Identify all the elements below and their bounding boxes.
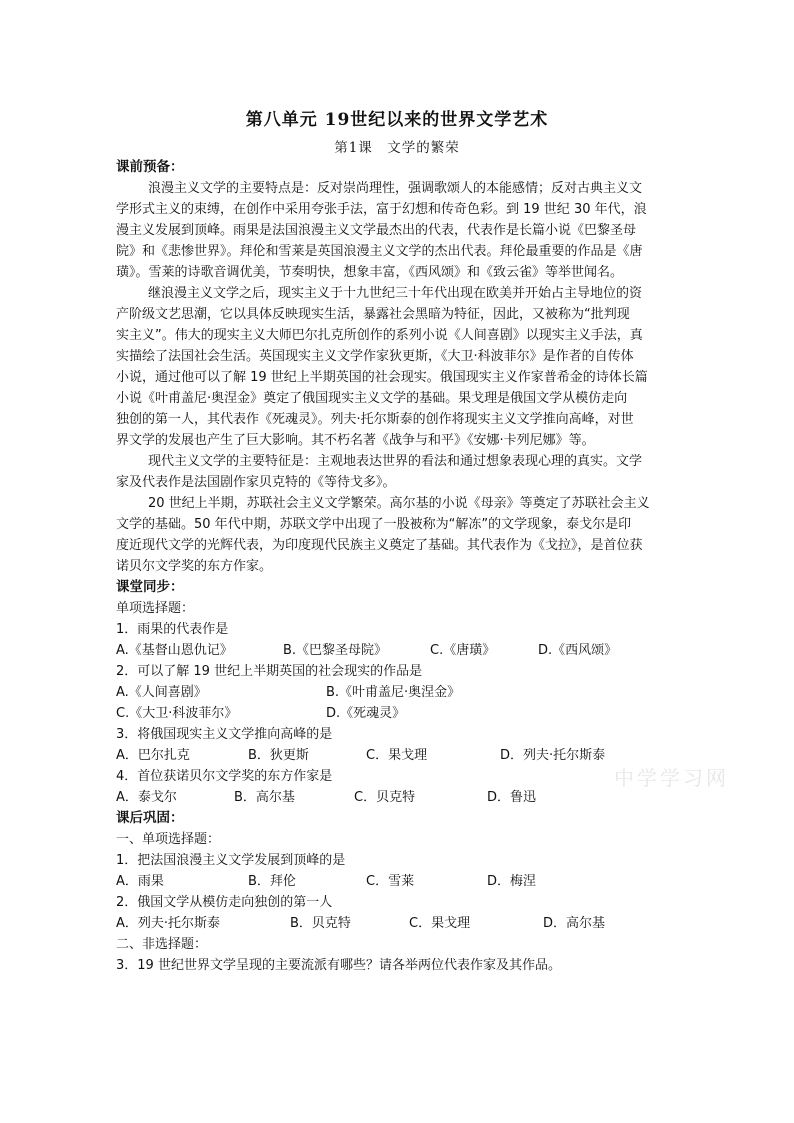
part-one-label: 一、单项选择题： bbox=[116, 832, 221, 847]
preview-line: 界文学的发展也产生了巨大影响。其不朽名著《战争与和平》《安娜·卡列尼娜》等。 bbox=[116, 433, 595, 448]
option-b: B．贝克特 bbox=[290, 916, 351, 931]
option-b: B．高尔基 bbox=[234, 790, 295, 805]
preview-line: 璜》。雪莱的诗歌音调优美，节奏明快，想象丰富，《西风颂》和《致云雀》等举世闻名。 bbox=[116, 265, 624, 280]
preview-line: 产阶级文艺思潮，它以具体反映现实生活，暴露社会黑暗为特征，因此，又被称为“批判现 bbox=[116, 307, 630, 322]
classwork-heading: 课堂同步： bbox=[116, 579, 184, 595]
option-a: A.《基督山恩仇记》 bbox=[116, 643, 233, 658]
preview-line: 文学的基础。50 年代中期，苏联文学中出现了一股被称为“解冻”的文学现象，泰戈尔是印 bbox=[116, 517, 632, 532]
option-c: C．果戈理 bbox=[409, 916, 471, 931]
preview-heading: 课前预备： bbox=[116, 159, 184, 175]
preview-line: 继浪漫主义文学之后，现实主义于十九世纪三十年代出现在欧美并开始占主导地位的资 bbox=[148, 286, 643, 301]
option-b: B．狄更斯 bbox=[248, 748, 309, 763]
homework-heading: 课后巩固： bbox=[116, 810, 184, 826]
option-d: D.《死魂灵》 bbox=[326, 706, 406, 721]
question-type-label: 单项选择题： bbox=[116, 601, 195, 616]
option-c: C.《大卫·科波菲尔》 bbox=[116, 706, 238, 721]
option-a: A.《人间喜剧》 bbox=[116, 685, 207, 700]
question-stem: 2．可以了解 19 世纪上半期英国的社会现实的作品是 bbox=[116, 664, 423, 679]
question-stem: 1．把法国浪漫主义文学发展到顶峰的是 bbox=[116, 853, 346, 868]
lesson-subtitle: 第1课 文学的繁荣 bbox=[334, 140, 460, 156]
option-a: A．巴尔扎克 bbox=[116, 748, 190, 763]
option-d: D．高尔基 bbox=[543, 916, 606, 931]
preview-line: 漫主义发展到顶峰。雨果是法国浪漫主义文学最杰出的代表，代表作是长篇小说《巴黎圣母 bbox=[116, 223, 637, 238]
option-d: D．鲁迅 bbox=[487, 790, 537, 805]
question-stem: 4．首位获诺贝尔文学奖的东方作家是 bbox=[116, 769, 333, 784]
preview-line: 小说，通过他可以了解 19 世纪上半期英国的社会现实。俄国现实主义作家普希金的诗体长篇 bbox=[116, 370, 648, 385]
question-stem: 3．19 世纪世界文学呈现的主要流派有哪些？请各举两位代表作家及其作品。 bbox=[116, 958, 561, 973]
option-d: D．梅涅 bbox=[487, 874, 537, 889]
preview-line: 学形式主义的束缚，在创作中采用夸张手法，富于幻想和传奇色彩。到 19 世纪 30 年代，浪 bbox=[116, 202, 647, 217]
option-b: B.《叶甫盖尼·奥涅金》 bbox=[326, 685, 461, 700]
option-c: C．果戈理 bbox=[366, 748, 428, 763]
option-a: A．泰戈尔 bbox=[116, 790, 177, 805]
question-stem: 3．将俄国现实主义文学推向高峰的是 bbox=[116, 727, 333, 742]
option-b: B.《巴黎圣母院》 bbox=[283, 643, 388, 658]
preview-line: 现代主义文学的主要特征是：主观地表达世界的看法和通过想象表现心理的真实。文学 bbox=[148, 454, 643, 469]
preview-line: 小说《叶甫盖尼·奥涅金》奠定了俄国现实主义文学的基础。果戈理是俄国文学从模仿走向 bbox=[116, 391, 628, 406]
page-title: 第八单元 19世纪以来的世界文学艺术 bbox=[245, 110, 549, 130]
option-d: D．列夫·托尔斯泰 bbox=[500, 748, 606, 763]
option-d: D.《西风颂》 bbox=[538, 643, 618, 658]
option-c: C．雪莱 bbox=[366, 874, 415, 889]
watermark: 中学学习网 bbox=[614, 766, 729, 790]
preview-line: 20 世纪上半期，苏联社会主义文学繁荣。高尔基的小说《母亲》等奠定了苏联社会主义 bbox=[148, 496, 650, 511]
preview-line: 度近现代文学的光辉代表，为印度现代民族主义奠定了基础。其代表作为《戈拉》，是首位获 bbox=[116, 538, 643, 553]
option-b: B．拜伦 bbox=[248, 874, 296, 889]
preview-line: 实主义”。伟大的现实主义大师巴尔扎克所创作的系列小说《人间喜剧》以现实主义手法，真 bbox=[116, 328, 643, 343]
option-c: C．贝克特 bbox=[354, 790, 416, 805]
option-c: C.《唐璜》 bbox=[430, 643, 496, 658]
question-stem: 2．俄国文学从模仿走向独创的第一人 bbox=[116, 895, 333, 910]
preview-line: 院》和《悲惨世界》。拜伦和雪莱是英国浪漫主义文学的杰出代表。拜伦最重要的作品是《唐 bbox=[116, 244, 643, 259]
preview-line: 诺贝尔文学奖的东方作家。 bbox=[116, 559, 273, 574]
preview-line: 家及代表作是法国剧作家贝克特的《等待戈多》。 bbox=[116, 475, 396, 490]
part-two-label: 二、非选择题： bbox=[116, 937, 208, 952]
option-a: A．雨果 bbox=[116, 874, 164, 889]
question-stem: 1．雨果的代表作是 bbox=[116, 622, 229, 637]
preview-line: 浪漫主义文学的主要特点是：反对崇尚理性，强调歌颂人的本能感情；反对古典主义文 bbox=[148, 181, 643, 196]
option-a: A．列夫·托尔斯泰 bbox=[116, 916, 221, 931]
preview-line: 独创的第一人，其代表作《死魂灵》。列夫·托尔斯泰的创作将现实主义文学推向高峰，对世 bbox=[116, 412, 634, 427]
preview-line: 实描绘了法国社会生活。英国现实主义文学作家狄更斯，《大卫·科波菲尔》是作者的自传体 bbox=[116, 349, 634, 364]
